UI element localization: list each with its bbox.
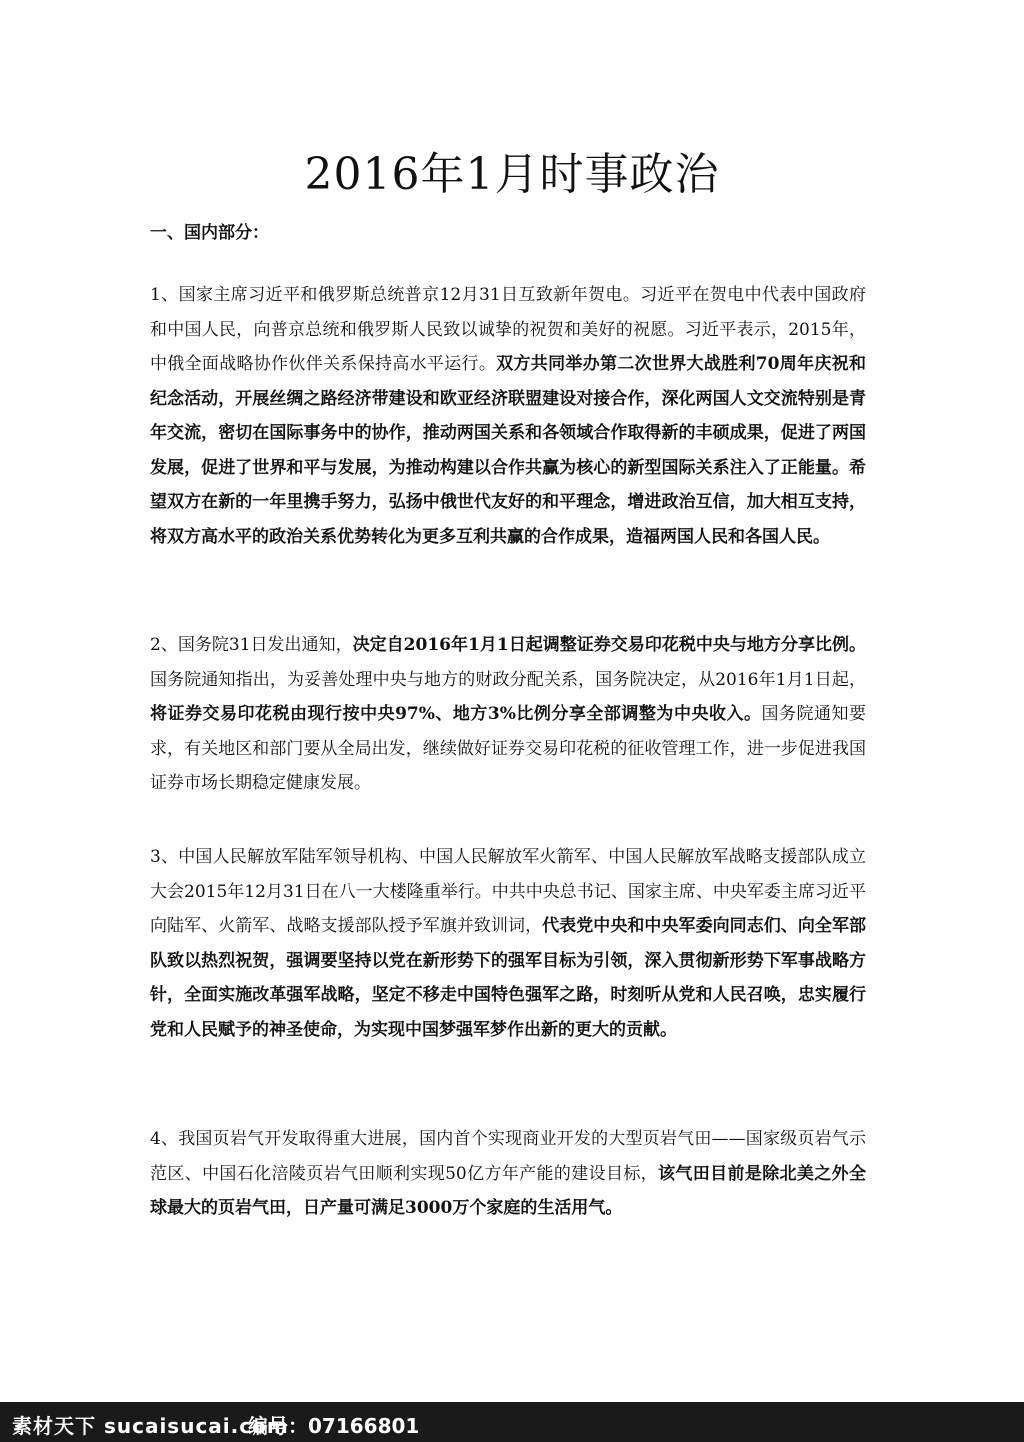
paragraph-3-run-1: 3、中国人民解放军陆军领导机构、中国人民解放军火箭军、中国人民解放军战略支援部队成立大会2015年12月31日在八一大楼隆重举行。中共中央总书记、国家主席、中央军委主席习近平向陆军、火箭军、战略支援部队授予军旗并致训词， — [150, 847, 866, 936]
paragraph-2 — [150, 628, 866, 801]
watermark-brand: 素材天下 sucaisucai.com — [12, 1414, 289, 1438]
paragraph-4 — [150, 1122, 866, 1226]
paragraph-4-run-1: 4、我国页岩气开发取得重大进展，国内首个实现商业开发的大型页岩气田——国家级页岩气示范区、中国石化涪陵页岩气田顺利实现50亿方年产能的建设目标， — [150, 1129, 866, 1184]
document-title: 2016年1月时事政治 — [304, 149, 720, 200]
paragraph-3-run-2: 代表党中央和中央军委向同志们、向全军部队致以热烈祝贺，强调要坚持以党在新形势下的强军目标为引领，深入贯彻新形势下军事战略方针，全面实施改革强军战略，坚定不移走中国特色强军之路，时刻听从党和人民召唤，忠实履行党和人民赋予的神圣使命，为实现中国梦强军梦作出新的更大的贡献。 — [150, 916, 867, 1040]
paragraph-2-run-2: 决定自2016年1月1日起调整证券交易印花税中央与地方分享比例。 — [352, 635, 866, 655]
section-heading: 一、国内部分： — [150, 223, 269, 243]
paragraph-2-run-5: 国务院通知要求，有关地区和部门要从全局出发，继续做好证券交易印花税的征收管理工作，进一步促进我国证券市场长期稳定健康发展。 — [150, 704, 866, 793]
watermark-bar — [0, 1402, 1024, 1442]
paragraph-2-run-4: 将证券交易印花税由现行按中央97%、地方3%比例分享全部调整为中央收入。 — [150, 704, 762, 724]
paragraph-2-run-1: 2、国务院31日发出通知， — [150, 635, 353, 655]
paragraph-1-run-2: 双方共同举办第二次世界大战胜利70周年庆祝和纪念活动，开展丝绸之路经济带建设和欧亚经济联盟建设对接合作，深化两国人文交流特别是青年交流，密切在国际事务中的协作，推动两国关系和各领域合作取得新的丰硕成果，促进了两国发展，促进了世界和平与发展，为推动构建以合作共赢为核心的新型国际关系注入了正能量。希望双方在新的一年里携手努力，弘扬中俄世代友好的和平理念，增进政治互信，加大相互支持，将双方高水平的政治关系优势转化为更多互利共赢的合作成果，造福两国人民和各国人民。 — [150, 354, 866, 547]
paragraph-3 — [150, 840, 866, 1047]
watermark-serial: 编号：07166801 — [248, 1414, 420, 1438]
paragraph-2-run-3: 国务院通知指出，为妥善处理中央与地方的财政分配关系，国务院决定，从2016年1月1日起， — [150, 669, 866, 690]
paragraph-4-run-2: 该气田目前是除北美之外全球最大的页岩气田，日产量可满足3000万个家庭的生活用气。 — [150, 1163, 866, 1218]
paragraph-1 — [150, 278, 866, 554]
paragraph-1-run-1: 1、国家主席习近平和俄罗斯总统普京12月31日互致新年贺电。习近平在贺电中代表中国政府和中国人民，向普京总统和俄罗斯人民致以诚挚的祝贺和美好的祝愿。习近平表示，2015年，中俄全面战略协作伙伴关系保持高水平运行。 — [150, 285, 866, 374]
